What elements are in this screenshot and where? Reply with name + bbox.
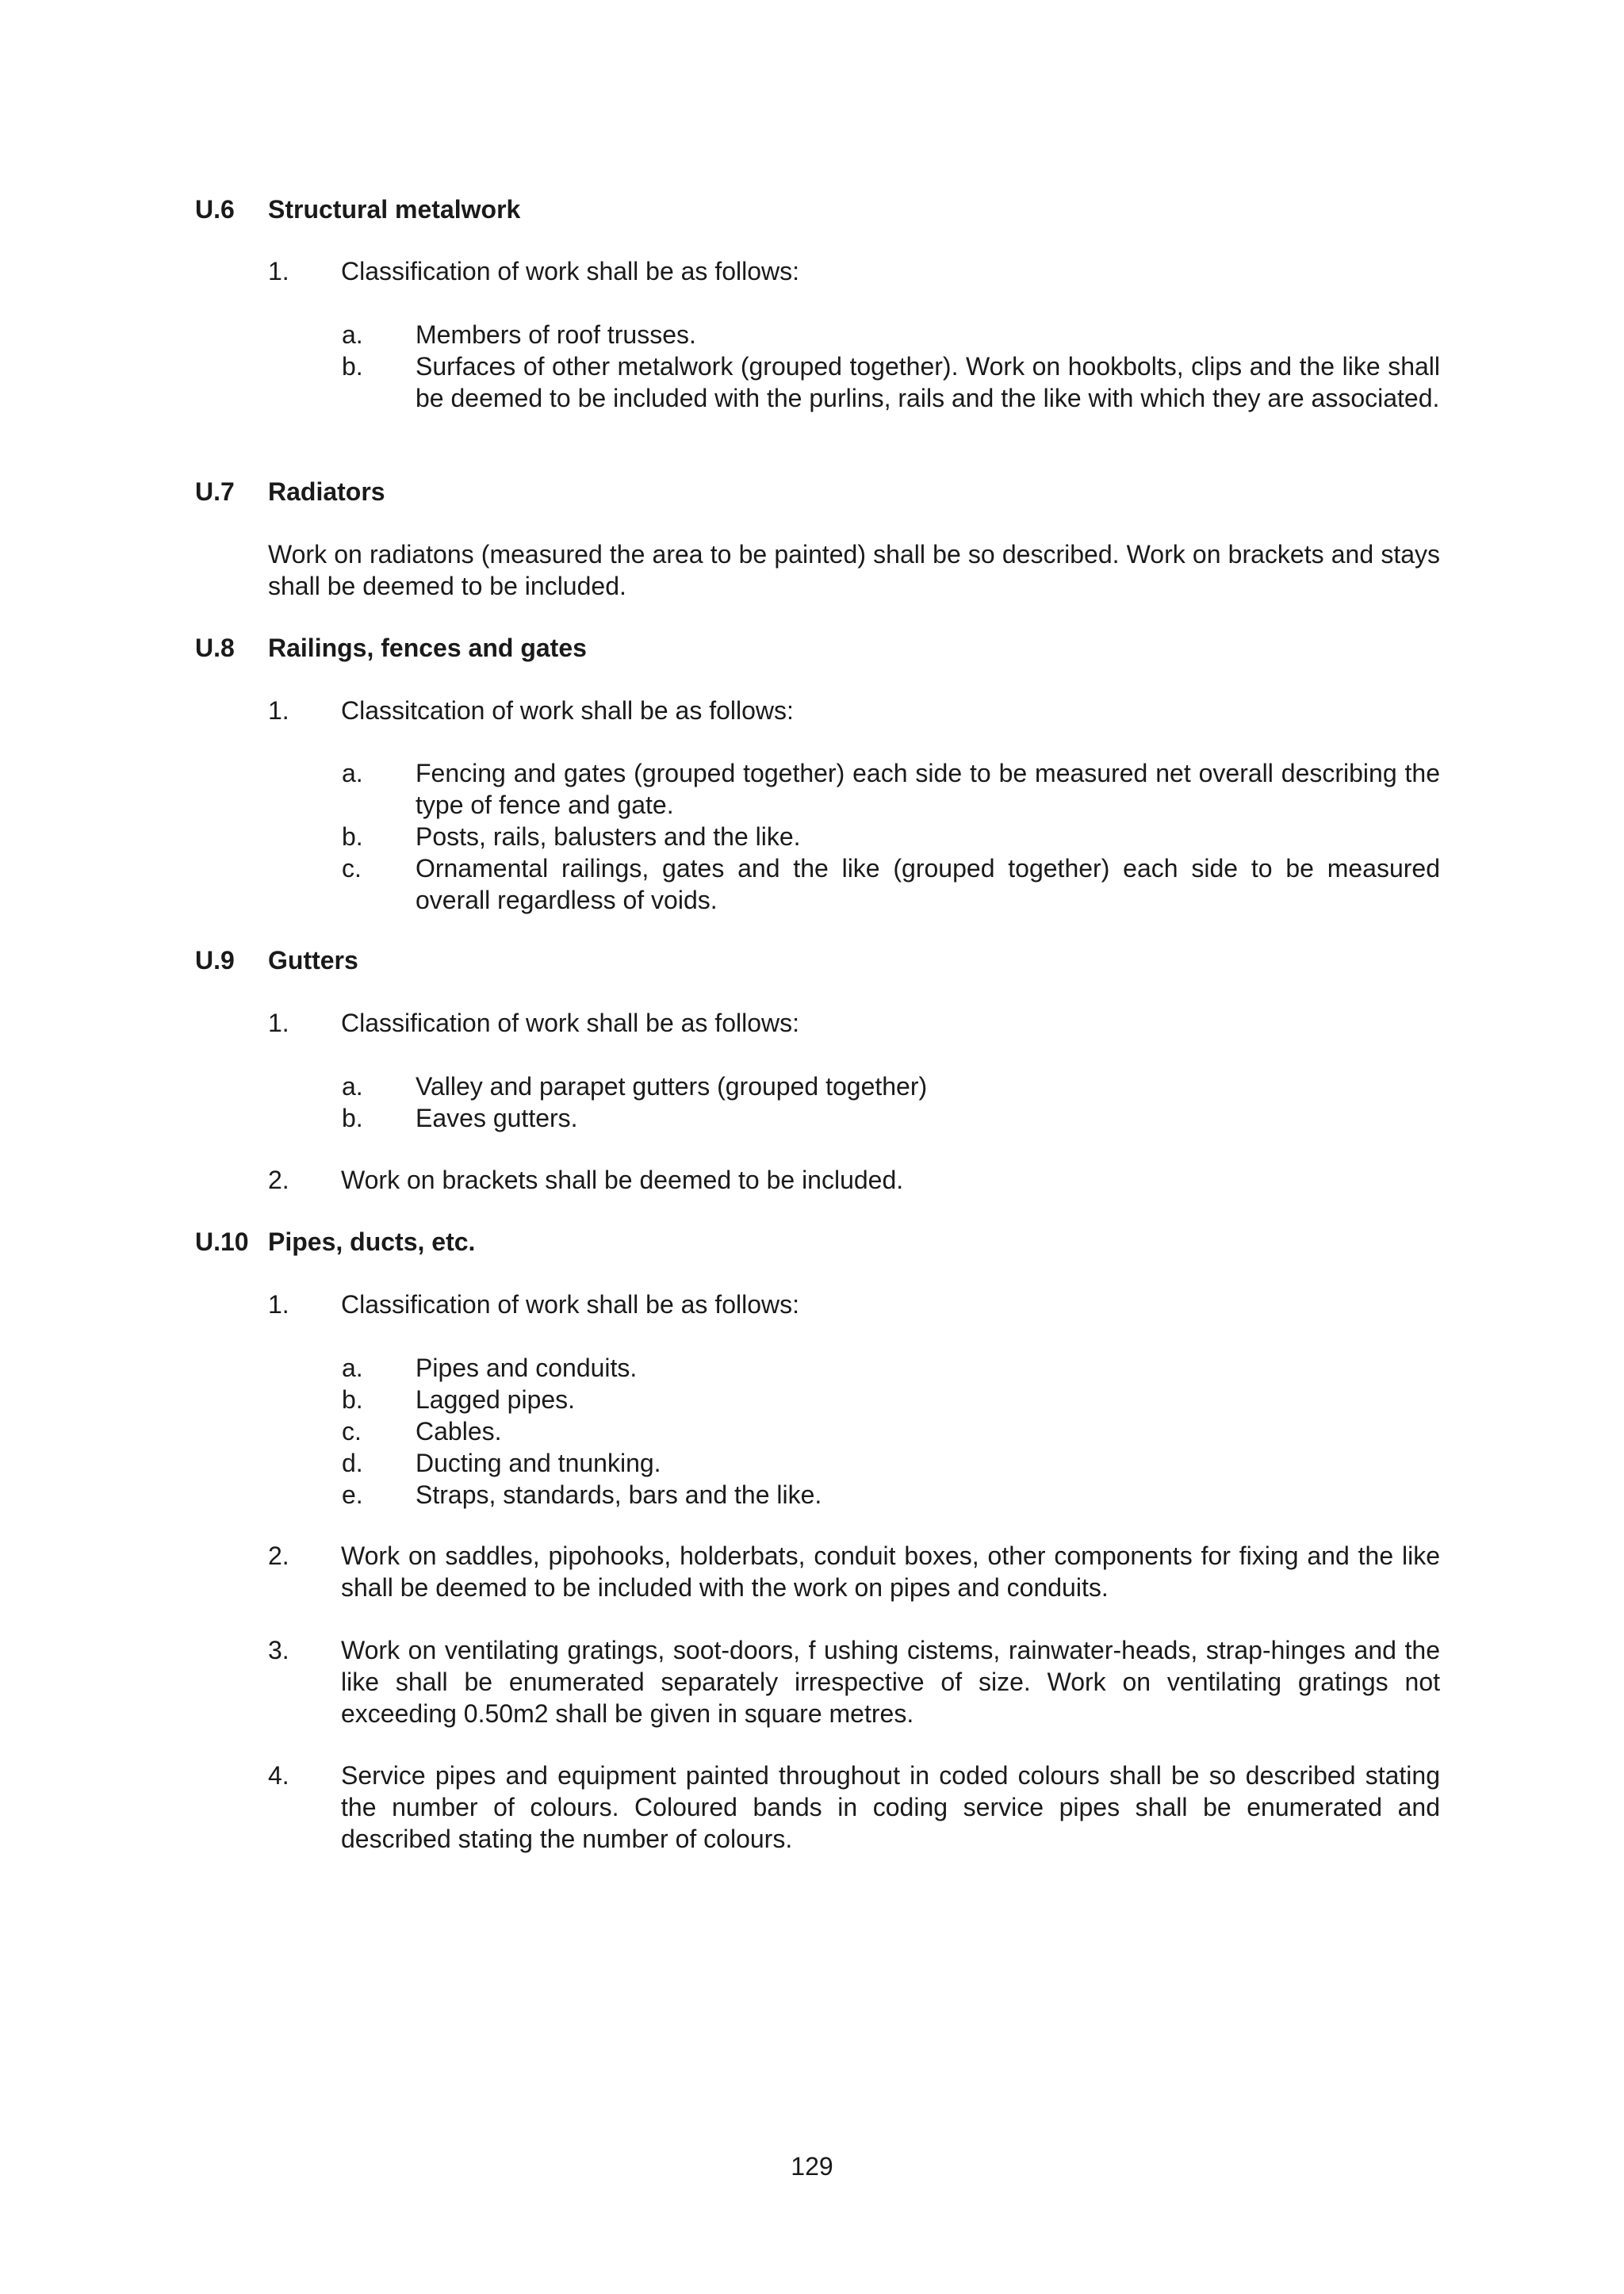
sub-item <box>342 1384 1440 1415</box>
section-number: U.6 <box>195 195 235 224</box>
item-text: Classification of work shall be as follows: <box>341 257 800 285</box>
sub-item-letter: b. <box>342 1104 363 1132</box>
section-number: U.10 <box>195 1227 249 1256</box>
section-title: Pipes, ducts, etc. <box>268 1227 476 1256</box>
item-number: 3. <box>268 1636 289 1664</box>
page-number: 129 <box>791 2152 833 2181</box>
item-text: Classification of work shall be as follows: <box>341 1290 800 1319</box>
section-title: Radiators <box>268 477 385 506</box>
numbered-item <box>268 1164 1440 1196</box>
sub-item <box>342 757 1440 821</box>
section-paragraph: Work on radiatons (measured the area to be painted) shall be so described. Work on brackets and stays shall be deemed to be included. <box>268 540 1440 600</box>
numbered-item <box>268 1540 1440 1603</box>
item-text: Work on saddles, pipohooks, holderbats, conduit boxes, other components for fixing and the like shall be deemed to be included with the work on pipes and conduits. <box>341 1541 1440 1602</box>
numbered-item <box>268 1760 1440 1855</box>
sub-item <box>342 852 1440 916</box>
sub-item-letter: b. <box>342 1385 363 1414</box>
numbered-item <box>268 695 1440 726</box>
numbered-item <box>268 1289 1440 1320</box>
item-number: 2. <box>268 1541 289 1570</box>
sub-item-letter: a. <box>342 1354 363 1382</box>
numbered-item <box>268 1007 1440 1039</box>
sub-item <box>342 1479 1440 1511</box>
numbered-item <box>268 255 1440 287</box>
sub-item-letter: c. <box>342 854 362 883</box>
section-number: U.7 <box>195 477 235 506</box>
sub-item-letter: c. <box>342 1417 362 1446</box>
sub-item-text: Surfaces of other metalwork (grouped together). Work on hookbolts, clips and the like shall be deemed to be included with the purlins, rails and the like with which they are associated. <box>416 352 1440 412</box>
item-text: Service pipes and equipment painted throughout in coded colours shall be so described stating the number of colours. Coloured bands in coding service pipes shall be enumerated and described stating the number of colours. <box>341 1761 1440 1853</box>
item-text: Classitcation of work shall be as follows: <box>341 696 794 725</box>
sub-item-text: Ducting and tnunking. <box>416 1449 661 1477</box>
section-heading-u6 <box>195 193 1440 225</box>
section-title: Structural metalwork <box>268 195 521 224</box>
item-number: 1. <box>268 1290 289 1319</box>
sub-item-text: Posts, rails, balusters and the like. <box>416 822 801 851</box>
sub-item-text: Fencing and gates (grouped together) each side to be measured net overall describing the type of fence and gate. <box>416 759 1440 819</box>
sub-list-u10 <box>342 1352 1440 1511</box>
item-number: 1. <box>268 257 289 285</box>
sub-item <box>342 1352 1440 1384</box>
sub-item-text: Eaves gutters. <box>416 1104 578 1132</box>
item-number: 1. <box>268 1009 289 1037</box>
section-number: U.8 <box>195 634 235 662</box>
sub-item <box>342 1447 1440 1479</box>
sub-item-text: Lagged pipes. <box>416 1385 576 1414</box>
sub-item-text: Ornamental railings, gates and the like (grouped together) each side to be measured overall regardless of voids. <box>416 854 1440 914</box>
item-text: Work on ventilating gratings, soot-doors, f ushing cistems, rainwater-heads, strap-hinges and the like shall be enumerated separately irrespective of size. Work on ventilating gratings not exceeding 0.50m2 shall be given in square metres. <box>341 1636 1440 1728</box>
sub-item <box>342 319 1440 350</box>
section-heading-u10 <box>195 1226 1440 1258</box>
sub-item <box>342 1102 1440 1134</box>
sub-item-letter: d. <box>342 1449 363 1477</box>
item-number: 2. <box>268 1166 289 1194</box>
sub-item-text: Valley and parapet gutters (grouped together) <box>416 1072 928 1101</box>
sub-list-u6 <box>342 319 1440 414</box>
sub-list-u9 <box>342 1070 1440 1134</box>
section-title: Railings, fences and gates <box>268 634 587 662</box>
section-title: Gutters <box>268 946 358 975</box>
sub-item-letter: a. <box>342 1072 363 1101</box>
sub-item-letter: b. <box>342 822 363 851</box>
sub-item-text: Straps, standards, bars and the like. <box>416 1480 822 1509</box>
sub-item <box>342 1415 1440 1447</box>
sub-item <box>342 350 1440 414</box>
sub-item-text: Pipes and conduits. <box>416 1354 638 1382</box>
item-number: 4. <box>268 1761 289 1790</box>
sub-item-letter: e. <box>342 1480 363 1509</box>
sub-list-u8 <box>342 757 1440 916</box>
item-number: 1. <box>268 696 289 725</box>
section-number: U.9 <box>195 946 235 975</box>
item-text: Classification of work shall be as follows: <box>341 1009 800 1037</box>
sub-item <box>342 821 1440 852</box>
item-text: Work on brackets shall be deemed to be included. <box>341 1166 904 1194</box>
sub-item-text: Members of roof trusses. <box>416 320 696 349</box>
section-heading-u7 <box>195 476 1440 507</box>
sub-item <box>342 1070 1440 1102</box>
section-heading-u9 <box>195 944 1440 976</box>
section-heading-u8 <box>195 632 1440 664</box>
numbered-item <box>268 1634 1440 1729</box>
sub-item-letter: a. <box>342 759 363 787</box>
sub-item-letter: a. <box>342 320 363 349</box>
sub-item-text: Cables. <box>416 1417 502 1446</box>
sub-item-letter: b. <box>342 352 363 381</box>
